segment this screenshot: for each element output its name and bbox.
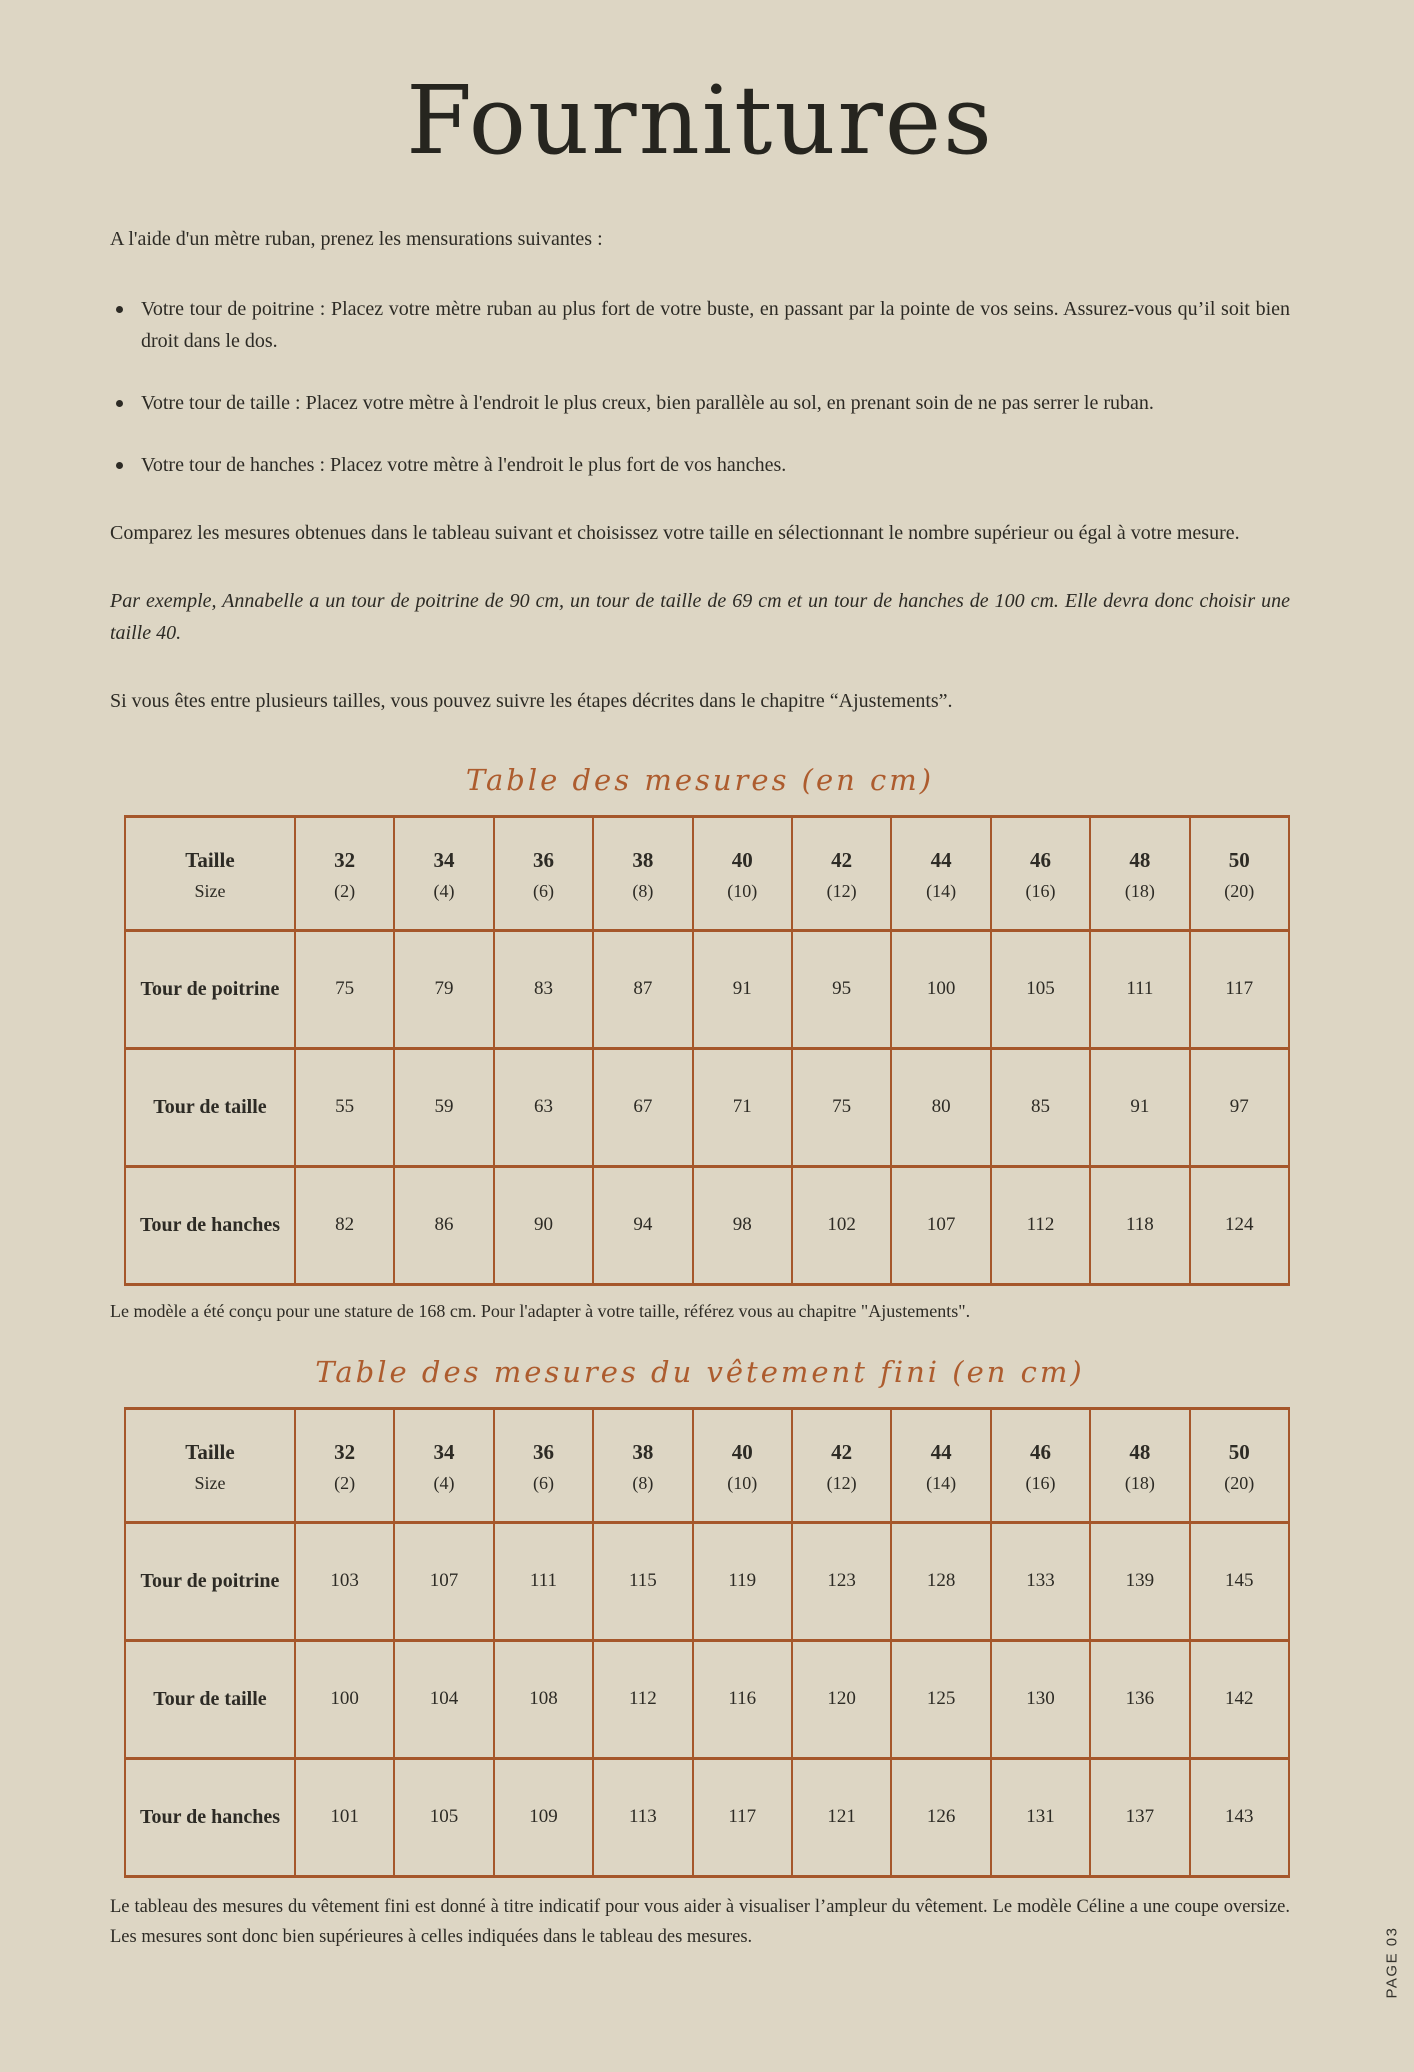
corner-label-main: Taille	[185, 1440, 235, 1465]
size-header-cell	[792, 816, 891, 930]
size-eu-label: 32	[334, 1440, 356, 1465]
measurements-table-heading: Table des mesures (en cm)	[465, 762, 935, 797]
size-us-label: (6)	[532, 1472, 554, 1493]
corner-label-sub: Size	[194, 880, 226, 901]
measure-value-cell	[593, 1166, 692, 1284]
measure-value-cell	[394, 1640, 493, 1758]
list-item	[110, 449, 1290, 481]
measure-value: 107	[926, 1214, 956, 1236]
measure-value-cell	[295, 1522, 394, 1640]
size-corner-cell	[125, 816, 295, 930]
measure-value: 104	[429, 1688, 459, 1710]
size-eu-label: 36	[532, 1440, 554, 1465]
size-eu-label: 38	[632, 1440, 654, 1465]
measure-value-cell	[494, 930, 593, 1048]
list-item	[110, 293, 1290, 357]
measure-value-cell	[991, 1758, 1090, 1876]
measure-value: 133	[1026, 1570, 1055, 1592]
size-header-cell	[494, 816, 593, 930]
measure-value: 124	[1225, 1214, 1254, 1236]
measure-value: 105	[1026, 978, 1055, 1000]
measure-value: 90	[533, 1214, 553, 1236]
stature-note: Le modèle a été conçu pour une stature de 168 cm. Pour l'adapter à votre taille, référez vous au chapitre "Ajustements".	[110, 1300, 971, 1321]
measure-value-cell	[693, 1048, 792, 1166]
measure-value: 100	[330, 1688, 359, 1710]
example-paragraph: Par exemple, Annabelle a un tour de poitrine de 90 cm, un tour de taille de 69 cm et un tour de hanches de 100 cm. Elle devra donc choisir une taille 40.	[110, 589, 1290, 644]
measure-label-cell	[125, 1758, 295, 1876]
measure-value-cell	[1090, 1522, 1189, 1640]
measure-value-cell	[792, 1640, 891, 1758]
measure-value: 85	[1030, 1096, 1050, 1118]
size-us-label: (20)	[1224, 880, 1255, 901]
measure-label: Tour de poitrine	[140, 1569, 280, 1592]
measure-value-cell	[494, 1048, 593, 1166]
measure-value: 83	[533, 978, 553, 1000]
size-eu-label: 34	[433, 848, 455, 873]
size-header-cell	[295, 816, 394, 930]
page-number: PAGE 03	[1383, 1926, 1401, 1999]
measure-value-cell	[792, 930, 891, 1048]
size-eu-label: 36	[532, 848, 554, 873]
measure-value-cell	[891, 1640, 990, 1758]
measure-value-cell	[792, 1166, 891, 1284]
measure-value: 105	[429, 1806, 459, 1828]
measure-value: 107	[429, 1570, 459, 1592]
measure-value: 67	[633, 1096, 653, 1118]
measure-value-cell	[1190, 1522, 1289, 1640]
intro-paragraph: A l'aide d'un mètre ruban, prenez les mensurations suivantes :	[110, 227, 603, 250]
measure-value-cell	[792, 1522, 891, 1640]
size-us-label: (6)	[532, 880, 554, 901]
measure-value: 82	[335, 1214, 355, 1236]
size-header-row	[125, 816, 1289, 930]
measure-value-cell	[891, 1758, 990, 1876]
size-header-cell	[693, 1408, 792, 1522]
measure-value: 112	[1026, 1214, 1055, 1236]
measure-value: 143	[1225, 1806, 1254, 1828]
measurement-row	[125, 1166, 1289, 1284]
measure-value-cell	[1190, 1758, 1289, 1876]
measurement-row	[125, 1758, 1289, 1876]
measurement-row	[125, 1640, 1289, 1758]
measure-value-cell	[494, 1758, 593, 1876]
measure-value: 117	[1225, 978, 1254, 1000]
measure-value-cell	[693, 1640, 792, 1758]
measure-value-cell	[1190, 1166, 1289, 1284]
measure-value-cell	[991, 1640, 1090, 1758]
measure-value-cell	[693, 1522, 792, 1640]
measure-value-cell	[593, 1640, 692, 1758]
size-eu-label: 48	[1129, 848, 1151, 873]
size-header-cell	[792, 1408, 891, 1522]
corner-label-main: Taille	[185, 848, 235, 873]
measure-label-cell	[125, 1048, 295, 1166]
measure-value: 109	[529, 1806, 558, 1828]
measure-value: 108	[529, 1688, 558, 1710]
size-eu-label: 34	[433, 1440, 455, 1465]
measure-value: 142	[1225, 1688, 1254, 1710]
size-eu-label: 46	[1029, 1440, 1051, 1465]
size-header-cell	[991, 816, 1090, 930]
size-header-cell	[1090, 816, 1189, 930]
measure-value-cell	[593, 1048, 692, 1166]
measure-label: Tour de hanches	[139, 1213, 280, 1236]
measure-value: 103	[330, 1570, 359, 1592]
size-eu-label: 40	[731, 848, 753, 873]
measure-value: 111	[529, 1570, 557, 1592]
size-us-label: (14)	[926, 880, 957, 901]
measure-value-cell	[394, 1166, 493, 1284]
measure-value-cell	[891, 1048, 990, 1166]
between-sizes-paragraph: Si vous êtes entre plusieurs tailles, vous pouvez suivre les étapes décrites dans le chapitre “Ajustements”.	[110, 689, 953, 712]
measure-value-cell	[1090, 1758, 1189, 1876]
measure-value: 55	[335, 1096, 355, 1118]
measure-label-cell	[125, 1522, 295, 1640]
measure-value: 80	[931, 1096, 951, 1118]
measure-value: 137	[1125, 1806, 1155, 1828]
size-eu-label: 42	[831, 848, 853, 873]
size-us-label: (16)	[1025, 1472, 1056, 1493]
measure-value: 116	[728, 1688, 757, 1710]
measure-value-cell	[693, 930, 792, 1048]
measure-value-cell	[693, 1166, 792, 1284]
measure-value: 100	[926, 978, 956, 1000]
size-us-label: (18)	[1124, 1472, 1155, 1493]
measure-value-cell	[991, 1048, 1090, 1166]
measure-value-cell	[394, 1048, 493, 1166]
measure-value: 91	[1130, 1096, 1150, 1118]
size-header-cell	[1190, 816, 1289, 930]
measure-value-cell	[1190, 1048, 1289, 1166]
measure-value-cell	[295, 1166, 394, 1284]
size-eu-label: 48	[1129, 1440, 1151, 1465]
size-header-cell	[991, 1408, 1090, 1522]
measure-value-cell	[1090, 1640, 1189, 1758]
measure-value: 63	[533, 1096, 553, 1118]
measure-label-cell	[125, 1640, 295, 1758]
size-header-row	[125, 1408, 1289, 1522]
page-title: Fournitures	[406, 66, 994, 176]
measure-value-cell	[1090, 1048, 1189, 1166]
measure-label: Tour de taille	[153, 1687, 267, 1710]
measure-value-cell	[593, 930, 692, 1048]
size-us-label: (18)	[1124, 880, 1155, 901]
compare-paragraph: Comparez les mesures obtenues dans le tableau suivant et choisissez votre taille en sélectionnant le nombre supérieur ou égal à votre mesure.	[110, 521, 1240, 544]
measure-value: 145	[1225, 1570, 1254, 1592]
measurement-bullet-list	[110, 293, 1290, 481]
measure-value: 120	[827, 1688, 856, 1710]
size-header-cell	[593, 1408, 692, 1522]
measure-value: 102	[827, 1214, 856, 1236]
measure-value: 113	[628, 1806, 657, 1828]
measure-value-cell	[1090, 930, 1189, 1048]
size-header-cell	[295, 1408, 394, 1522]
size-us-label: (10)	[727, 880, 758, 901]
size-header-cell	[394, 816, 493, 930]
measure-value: 118	[1125, 1214, 1154, 1236]
size-eu-label: 38	[632, 848, 654, 873]
measure-value-cell	[891, 1522, 990, 1640]
size-us-label: (10)	[727, 1472, 758, 1493]
measure-value: 91	[732, 978, 752, 1000]
measure-value: 59	[434, 1096, 454, 1118]
size-eu-label: 40	[731, 1440, 753, 1465]
size-us-label: (12)	[826, 1472, 857, 1493]
body-measurements-table	[124, 815, 1290, 1286]
size-header-cell	[891, 1408, 990, 1522]
size-corner-cell	[125, 1408, 295, 1522]
size-us-label: (8)	[632, 1472, 654, 1493]
measure-value-cell	[891, 1166, 990, 1284]
measure-value-cell	[991, 930, 1090, 1048]
measure-value: 128	[926, 1570, 956, 1592]
measure-value-cell	[394, 1758, 493, 1876]
measure-value: 86	[434, 1214, 454, 1236]
measure-value-cell	[494, 1166, 593, 1284]
measure-value: 87	[633, 978, 653, 1000]
bullet-dot-icon	[116, 400, 123, 407]
measure-value-cell	[494, 1522, 593, 1640]
measure-value: 75	[832, 1096, 852, 1118]
measure-value-cell	[1090, 1166, 1189, 1284]
measure-value-cell	[1190, 930, 1289, 1048]
measure-value-cell	[295, 1640, 394, 1758]
measure-value-cell	[693, 1758, 792, 1876]
size-header-cell	[891, 816, 990, 930]
measure-value: 112	[628, 1688, 657, 1710]
finished-garment-measurements-table	[124, 1407, 1290, 1878]
measure-value: 98	[732, 1214, 752, 1236]
measure-value-cell	[295, 1758, 394, 1876]
size-us-label: (14)	[926, 1472, 957, 1493]
size-header-cell	[1090, 1408, 1189, 1522]
finished-garment-note: Le tableau des mesures du vêtement fini est donné à titre indicatif pour vous aider à visualiser l’ampleur du vêtement. Le modèle Céline a une coupe oversize. Les mesures sont donc bien supérieures à celles indiquées dans le tableau des mesures.	[110, 1896, 1290, 1948]
measure-value: 121	[827, 1806, 856, 1828]
measure-value: 94	[633, 1214, 653, 1236]
measure-label: Tour de hanches	[139, 1805, 280, 1828]
measure-value-cell	[991, 1166, 1090, 1284]
measurement-row	[125, 930, 1289, 1048]
measure-value-cell	[494, 1640, 593, 1758]
size-header-cell	[693, 816, 792, 930]
document-page	[0, 66, 1414, 2072]
size-eu-label: 42	[831, 1440, 853, 1465]
size-header-cell	[1190, 1408, 1289, 1522]
size-us-label: (2)	[334, 1472, 356, 1493]
measure-label: Tour de taille	[153, 1095, 267, 1118]
measure-value-cell	[593, 1522, 692, 1640]
measure-value-cell	[295, 1048, 394, 1166]
size-eu-label: 44	[930, 1440, 952, 1465]
size-header-cell	[494, 1408, 593, 1522]
bullet-text: Votre tour de poitrine : Placez votre mètre ruban au plus fort de votre buste, en passant par la pointe de vos seins. Assurez-vous qu’il soit bien droit dans le dos.	[141, 297, 1290, 352]
size-header-cell	[593, 816, 692, 930]
measure-value-cell	[394, 1522, 493, 1640]
measure-label-cell	[125, 1166, 295, 1284]
list-item	[110, 387, 1290, 419]
size-eu-label: 46	[1029, 848, 1051, 873]
measure-value-cell	[792, 1048, 891, 1166]
bullet-text: Votre tour de taille : Placez votre mètre à l'endroit le plus creux, bien parallèle au sol, en prenant soin de ne pas serrer le ruban.	[141, 391, 1154, 414]
measure-value: 111	[1126, 978, 1154, 1000]
measure-value-cell	[891, 930, 990, 1048]
finished-garment-table-heading: Table des mesures du vêtement fini (en cm)	[315, 1354, 1085, 1389]
size-us-label: (16)	[1025, 880, 1056, 901]
measure-value: 139	[1125, 1570, 1155, 1592]
measure-value: 136	[1125, 1688, 1155, 1710]
corner-label-sub: Size	[194, 1472, 226, 1493]
measure-value: 117	[728, 1806, 757, 1828]
size-eu-label: 50	[1228, 1440, 1250, 1465]
measure-value: 119	[728, 1570, 757, 1592]
size-us-label: (12)	[826, 880, 857, 901]
size-header-cell	[394, 1408, 493, 1522]
measure-value-cell	[593, 1758, 692, 1876]
measure-value-cell	[295, 930, 394, 1048]
measure-label-cell	[125, 930, 295, 1048]
measure-value: 71	[732, 1096, 752, 1118]
measure-value: 115	[628, 1570, 657, 1592]
measure-value: 130	[1026, 1688, 1055, 1710]
size-us-label: (4)	[433, 1472, 455, 1493]
measure-value: 123	[827, 1570, 856, 1592]
size-us-label: (20)	[1224, 1472, 1255, 1493]
bullet-text: Votre tour de hanches : Placez votre mètre à l'endroit le plus fort de vos hanches.	[141, 453, 787, 476]
measure-value-cell	[991, 1522, 1090, 1640]
bullet-dot-icon	[116, 306, 123, 313]
measure-value: 125	[926, 1688, 956, 1710]
measure-label: Tour de poitrine	[140, 977, 280, 1000]
measure-value: 75	[335, 978, 355, 1000]
measure-value-cell	[792, 1758, 891, 1876]
size-us-label: (4)	[433, 880, 455, 901]
size-us-label: (8)	[632, 880, 654, 901]
measure-value-cell	[394, 930, 493, 1048]
size-eu-label: 32	[334, 848, 356, 873]
measure-value: 97	[1229, 1096, 1249, 1118]
measure-value: 101	[330, 1806, 359, 1828]
measure-value: 131	[1026, 1806, 1055, 1828]
size-eu-label: 44	[930, 848, 952, 873]
size-us-label: (2)	[334, 880, 356, 901]
size-eu-label: 50	[1228, 848, 1250, 873]
measurement-row	[125, 1522, 1289, 1640]
measurement-row	[125, 1048, 1289, 1166]
measure-value: 95	[832, 978, 852, 1000]
measure-value-cell	[1190, 1640, 1289, 1758]
bullet-dot-icon	[116, 462, 123, 469]
measure-value: 79	[434, 978, 454, 1000]
measure-value: 126	[926, 1806, 956, 1828]
